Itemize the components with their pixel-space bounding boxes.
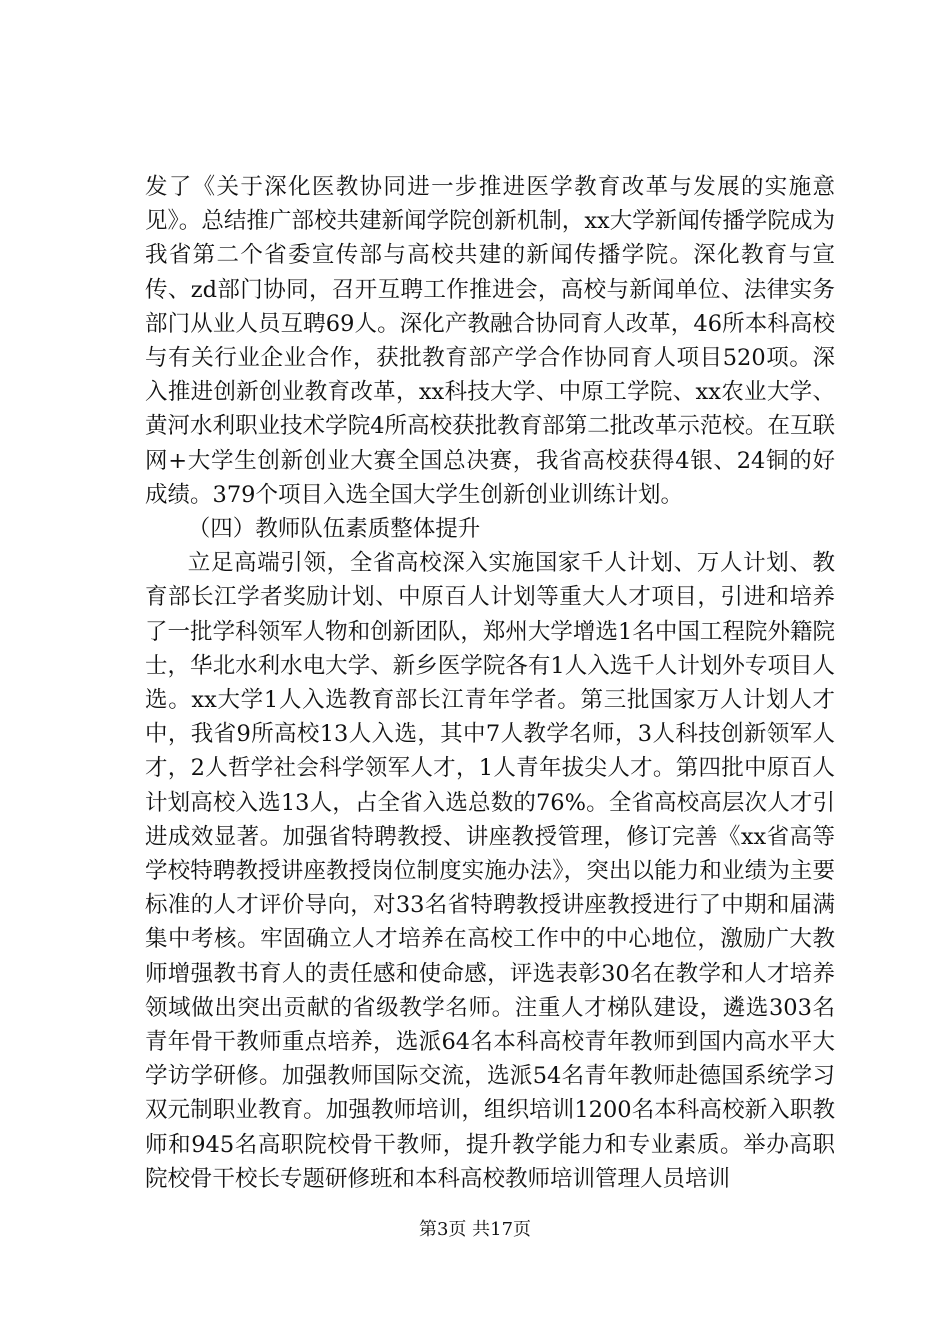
paragraph-teachers: 立足高端引领，全省高校深入实施国家千人计划、万人计划、教育部长江学者奖励计划、中原百人计划等重大人才项目，引进和培养了一批学科领军人物和创新团队，郑州大学增选1名中国工程院外籍院士，华北水利水电大学、新乡医学院各有1人入选千人计划外专项目人选。xx大学1人入选教育部长江青年学者。第三批国家万人计划人才中，我省9所高校13人入选，其中7人教学名师，3人科技创新领军人才，2人哲学社会科学领军人才，1人青年拔尖人才。第四批中原百人计划高校入选13人，占全省入选总数的76%。全省高校高层次人才引进成效显著。加强省特聘教授、讲座教授管理，修订完善《xx省高等学校特聘教授讲座教授岗位制度实施办法》，突出以能力和业绩为主要标准的人才评价导向，对33名省特聘教授讲座教授进行了中期和届满集中考核。牢固确立人才培养在高校工作中的中心地位，激励广大教师增强教书育人的责任感和使命感，评选表彰30名在教学和人才培养领域做出突出贡献的省级教学名师。注重人才梯队建设，遴选303名青年骨干教师重点培养，选派64名本科高校青年教师到国内高水平大学访学研修。加强教师国际交流，选派54名青年教师赴德国系统学习双元制职业教育。加强教师培训，组织培训1200名本科高校新入职教师和945名高职院校骨干教师，提升教学能力和专业素质。举办高职院校骨干校长专题研修班和本科高校教师培训管理人员培训 [145,550,835,1192]
section-heading: （四）教师队伍素质整体提升 [187,516,481,543]
page-number-label: 第3页 共17页 [418,1219,532,1240]
body-text [145,170,835,1196]
paragraph-continued: 发了《关于深化医教协同进一步推进医学教育改革与发展的实施意见》。总结推广部校共建新闻学院创新机制，xx大学新闻传播学院成为我省第二个省委宣传部与高校共建的新闻传播学院。深化教育与宣传、zd部门协同，召开互聘工作推进会，高校与新闻单位、法律实务部门从业人员互聘69人。深化产教融合协同育人改革，46所本科高校与有关行业企业合作，获批教育部产学合作协同育人项目520项。深入推进创新创业教育改革，xx科技大学、中原工学院、xx农业大学、黄河水利职业技术学院4所高校获批教育部第二批改革示范校。在互联网+大学生创新创业大赛全国总决赛，我省高校获得4银、24铜的好成绩。379个项目入选全国大学生创新创业训练计划。 [145,174,835,508]
page-footer [0,1215,950,1241]
